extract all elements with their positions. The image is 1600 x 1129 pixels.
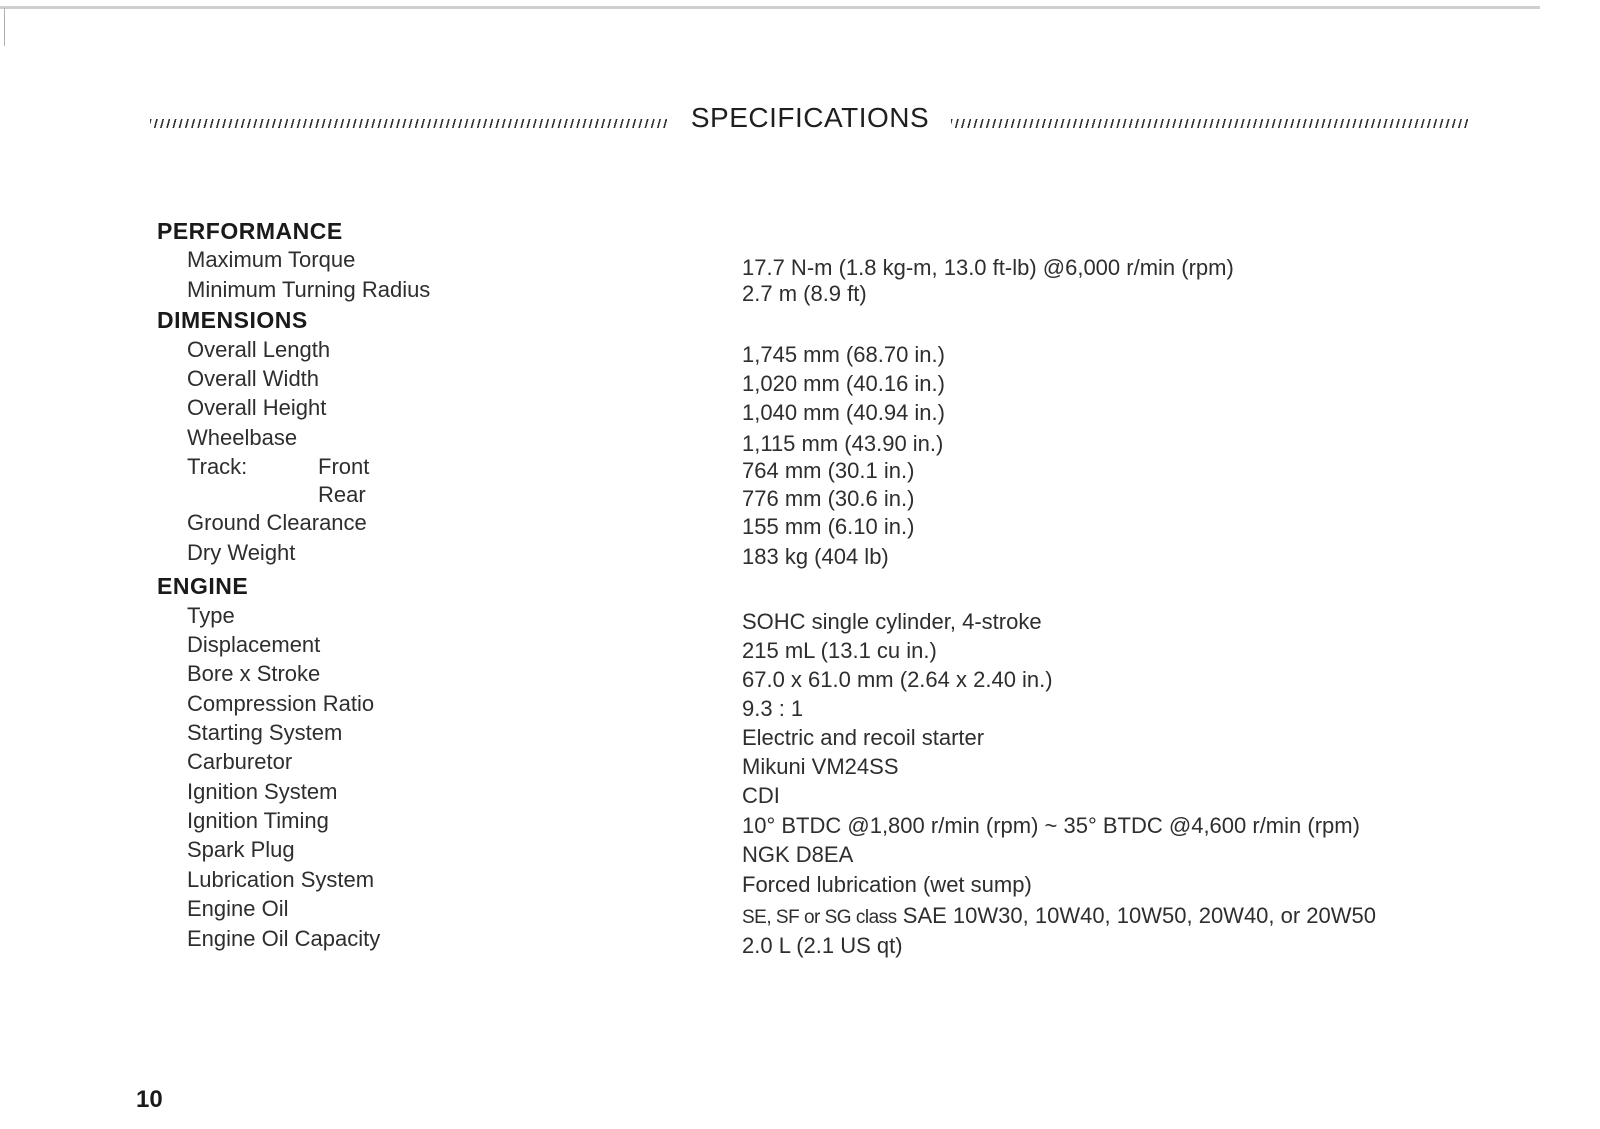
spec-value: Forced lubrication (wet sump)	[742, 872, 1032, 897]
spec-row-overall-width	[0, 365, 1600, 396]
spec-sublabel: Front	[318, 454, 370, 479]
spec-label: Type	[187, 603, 235, 628]
spec-label: Bore x Stroke	[187, 661, 321, 686]
spec-label: Overall Length	[187, 337, 331, 362]
spec-label: Compression Ratio	[187, 691, 375, 716]
page-title: SPECIFICATIONS	[690, 102, 930, 133]
spec-label: Engine Oil	[187, 896, 289, 921]
spec-row-track-rear	[0, 481, 1600, 509]
spec-row-compression-ratio	[0, 690, 1600, 721]
spec-value: 155 mm (6.10 in.)	[742, 514, 915, 539]
spec-value: 764 mm (30.1 in.)	[742, 458, 915, 483]
spec-label: Carburetor	[187, 749, 293, 774]
spec-sublabel: Rear	[318, 482, 366, 507]
spec-value: SOHC single cylinder, 4-stroke	[742, 609, 1042, 634]
spec-row-spark-plug	[0, 836, 1600, 867]
spec-label: Engine Oil Capacity	[187, 926, 381, 951]
spec-row-type	[0, 602, 1600, 634]
spec-label: Overall Height	[187, 395, 327, 420]
spec-label: Starting System	[187, 720, 343, 745]
page-header	[150, 100, 1470, 136]
spec-value: 1,040 mm (40.94 in.)	[742, 400, 945, 425]
spec-row-overall-length	[0, 336, 1600, 367]
spec-row-bore-stroke	[0, 660, 1600, 692]
spec-row-min-turning-radius	[0, 276, 1600, 304]
header-dots-right	[951, 119, 1470, 128]
spec-row-ignition-timing	[0, 807, 1600, 838]
spec-value: 10° BTDC @1,800 r/min (rpm) ~ 35° BTDC @4,600 r/min (rpm)	[742, 813, 1360, 838]
spec-row-engine-oil-capacity	[0, 925, 1600, 958]
spec-row-max-torque	[0, 246, 1600, 280]
spec-value: 9.3 : 1	[742, 696, 804, 721]
header-dots-left	[150, 119, 669, 128]
spec-label: Maximum Torque	[187, 247, 356, 272]
spec-value: 215 mL (13.1 cu in.)	[742, 638, 937, 663]
section-title-engine: ENGINE	[157, 573, 249, 599]
spec-label: Track:	[187, 454, 248, 479]
spec-value: 17.7 N-m (1.8 kg-m, 13.0 ft-lb) @6,000 r/min (rpm)	[742, 255, 1234, 280]
spec-row-ignition-system	[0, 778, 1600, 806]
spec-row-displacement	[0, 631, 1600, 663]
spec-value: CDI	[742, 783, 780, 808]
spec-row-overall-height	[0, 394, 1600, 425]
spec-value: 183 kg (404 lb)	[742, 544, 889, 569]
spec-label: Ignition Timing	[187, 808, 329, 833]
spec-row-carburetor	[0, 748, 1600, 779]
spec-value: 1,020 mm (40.16 in.)	[742, 371, 945, 396]
spec-label: Lubrication System	[187, 867, 375, 892]
spec-value: 1,745 mm (68.70 in.)	[742, 342, 945, 367]
spec-value: 2.0 L (2.1 US qt)	[742, 933, 903, 958]
spec-row-track-front	[0, 453, 1600, 481]
spec-row-ground-clearance	[0, 509, 1600, 537]
spec-value: Electric and recoil starter	[742, 725, 985, 750]
spec-label: Ground Clearance	[187, 510, 367, 535]
section-title-performance: PERFORMANCE	[157, 218, 343, 244]
spec-label: Dry Weight	[187, 540, 296, 565]
oil-class-text: SE, SF or SG class	[742, 907, 897, 928]
spec-row-wheelbase	[0, 424, 1600, 456]
spec-label: Wheelbase	[187, 425, 298, 450]
spec-row-lubrication-system	[0, 866, 1600, 897]
spec-row-engine-oil	[0, 895, 1600, 928]
oil-grades-text: SAE 10W30, 10W40, 10W50, 20W40, or 20W50	[902, 903, 1377, 928]
spec-label: Displacement	[187, 632, 321, 657]
spec-row-starting-system	[0, 719, 1600, 750]
spec-label: Minimum Turning Radius	[187, 277, 431, 302]
section-title-dimensions: DIMENSIONS	[157, 307, 308, 333]
spec-value: 776 mm (30.6 in.)	[742, 486, 915, 511]
left-edge-mark	[4, 8, 5, 46]
spec-value: NGK D8EA	[742, 842, 854, 867]
page-number: 10	[136, 1086, 163, 1113]
spec-value: 1,115 mm (43.90 in.)	[742, 431, 944, 456]
spec-value: 2.7 m (8.9 ft)	[742, 281, 867, 306]
top-edge-rule	[0, 6, 1540, 9]
spec-label: Spark Plug	[187, 837, 295, 862]
spec-label: Overall Width	[187, 366, 320, 391]
spec-row-dry-weight	[0, 539, 1600, 567]
spec-value: 67.0 x 61.0 mm (2.64 x 2.40 in.)	[742, 667, 1053, 692]
spec-value: Mikuni VM24SS	[742, 754, 899, 779]
spec-label: Ignition System	[187, 779, 338, 804]
